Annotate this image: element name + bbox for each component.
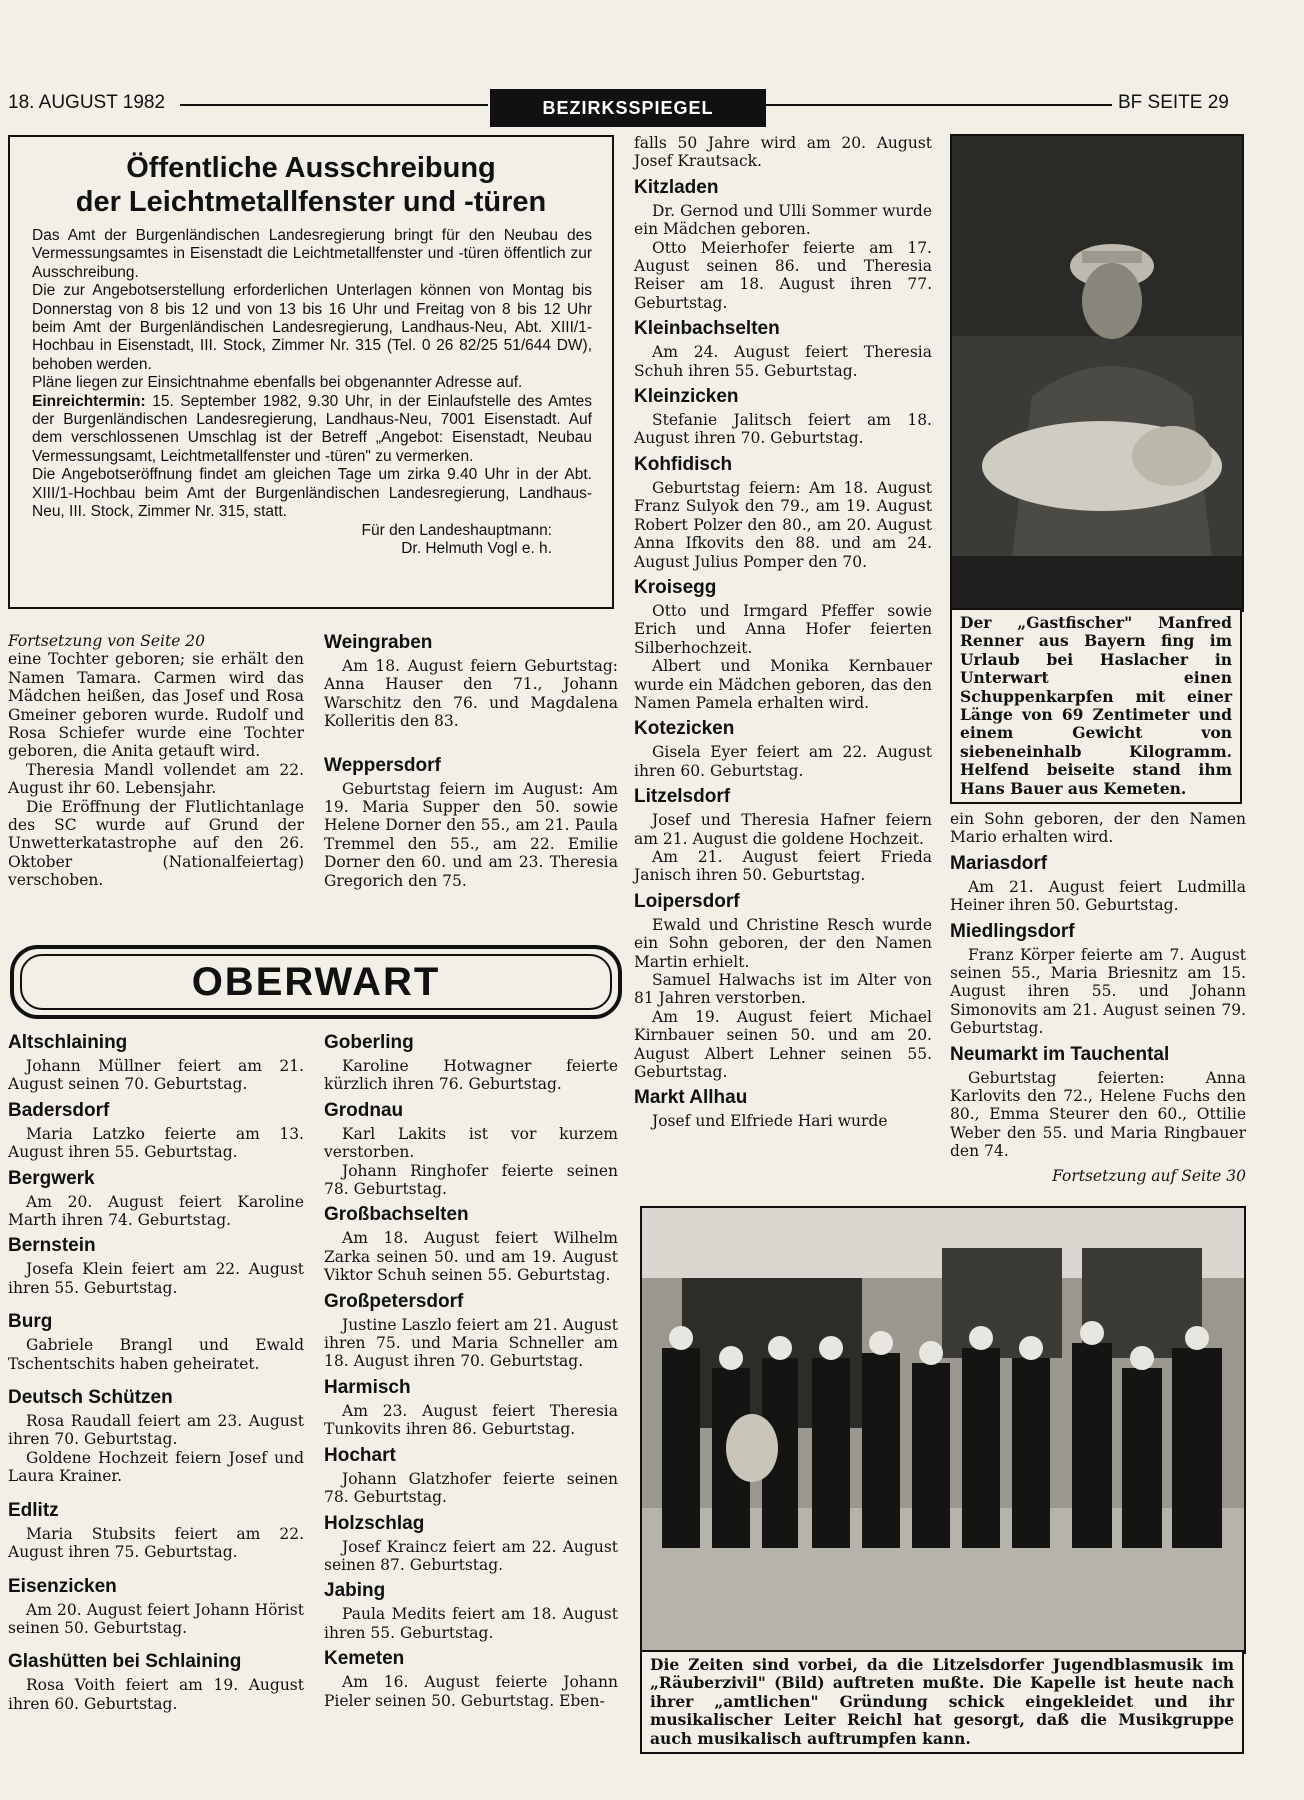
entry	[8, 1032, 304, 1094]
place-heading: Großpetersdorf	[324, 1290, 464, 1312]
place-heading: Grodnau	[324, 1099, 404, 1121]
place-heading: Jabing	[324, 1580, 386, 1602]
text: Maria Latzko feierte am 13. August ihren 55. Geburtstag.	[8, 1124, 304, 1162]
notice-title-1: Öffentliche Ausschreibung	[126, 152, 496, 184]
band-photo	[640, 1206, 1246, 1654]
place-heading: Loipersdorf	[634, 890, 740, 912]
entry	[324, 1648, 618, 1710]
notice-p4: Einreichtermin: 15. September 1982, 9.30 Uhr, in der Einlaufstelle des Amtes der Burgenländischen Landesregierung, Landhaus-Neu, 7001 Eisenstadt. Auf dem verschlossenen Umschlag ist der Betreff „Angebot: Eisenstadt, Neubau Vermessungsamt, Leichtmetallfenster und -türen" zu vermerken.	[32, 392, 592, 465]
place-heading: Badersdorf	[8, 1099, 110, 1121]
text: Gabriele Brangl und Ewald Tschentschits haben geheiratet.	[8, 1336, 304, 1373]
text: Die Eröffnung der Flutlichtanlage des SC wurde auf Grund der Unwetterkatastrophe auf den 26. Oktober (Nationalfeiertag) verschoben.	[8, 797, 304, 890]
continued-on: Fortsetzung auf Seite 30	[1052, 1166, 1246, 1185]
entry	[634, 177, 932, 312]
text: ein Sohn geboren, der den Namen Mario erhalten wird.	[950, 810, 1246, 847]
page-number: BF SEITE 29	[1118, 92, 1229, 113]
place-heading: Edlitz	[8, 1499, 59, 1521]
place-heading: Kleinzicken	[634, 386, 739, 408]
entry	[324, 1377, 618, 1439]
district-title: OBERWART	[20, 954, 612, 1010]
tender-notice	[8, 135, 614, 609]
text: Am 16. August feierte Johann Pieler seinen 50. Geburtstag. Eben-	[324, 1673, 618, 1710]
continued-from: Fortsetzung von Seite 20	[8, 632, 206, 650]
entry	[324, 1580, 618, 1642]
text: Rosa Raudall feiert am 23. August ihren 70. Geburtstag.	[8, 1412, 304, 1449]
entry	[8, 1235, 304, 1297]
entry	[324, 1204, 618, 1284]
column-a	[8, 1026, 304, 1713]
fisherman-caption: Der „Gastfischer" Manfred Renner aus Bayern fing im Urlaub bei Haslacher in Unterwart einen Schuppenkarpfen mit einer Länge von 69 Zentimeter und einem Gewicht von siebeneinhalb Kilogramm. Helfend beiseite stand ihm Hans Bauer aus Kemeten.	[950, 608, 1242, 804]
text: Am 19. August feiert Michael Kirnbauer seinen 50. und am 20. August Albert Lehner seinen 55. Geburtstag.	[634, 1007, 932, 1082]
text: Am 18. August feiert Wilhelm Zarka seinen 50. und am 19. August Viktor Schuh seinen 55. Geburtstag.	[324, 1229, 618, 1285]
text: Otto Meierhofer feierte am 17. August seinen 86. und Theresia Reiser am 18. August ihren 77. Geburtstag.	[634, 238, 932, 312]
place-heading: Mariasdorf	[950, 852, 1048, 874]
text: Maria Stubsits feiert am 22. August ihren 75. Geburtstag.	[8, 1524, 304, 1562]
entry	[8, 1651, 304, 1713]
text: Am 20. August feiert Johann Hörist seinen 50. Geburtstag.	[8, 1600, 304, 1637]
text: Karl Lakits ist vor kurzem verstorben.	[324, 1124, 618, 1162]
entry	[8, 1387, 304, 1486]
column-b-top	[324, 632, 618, 890]
place-heading: Kitzladen	[634, 176, 719, 198]
entry	[8, 1500, 304, 1562]
place-heading: Harmisch	[324, 1376, 411, 1398]
column-b	[324, 1026, 618, 1710]
text: Dr. Gernod und Ulli Sommer wurde ein Mädchen geboren.	[634, 201, 932, 239]
text: Josef und Theresia Hafner feiern am 21. August die goldene Hochzeit.	[634, 811, 932, 848]
text: Johann Glatzhofer feierte seinen 78. Geburtstag.	[324, 1469, 618, 1507]
fisherman-photo	[950, 134, 1244, 612]
place-heading: Kohfidisch	[634, 453, 733, 475]
entry	[634, 454, 932, 571]
notice-sign-2: Dr. Helmuth Vogl e. h.	[401, 539, 552, 557]
text: Am 20. August feiert Karoline Marth ihren 74. Geburtstag.	[8, 1192, 304, 1230]
place-heading: Altschlaining	[8, 1032, 128, 1053]
place-heading: Bernstein	[8, 1235, 96, 1257]
place-heading: Markt Allhau	[634, 1087, 748, 1109]
text: Am 18. August feiern Geburtstag: Anna Hauser den 71., Johann Warschitz den 76. und Magdalena Kolleritis den 83.	[324, 657, 618, 731]
entry	[634, 891, 932, 1082]
text: Albert und Monika Kernbauer wurde ein Mädchen geboren, das den Namen Pamela erhalten wird.	[634, 657, 932, 712]
text: Am 23. August feiert Theresia Tunkovits ihren 86. Geburtstag.	[324, 1401, 618, 1439]
text: Geburtstag feierten: Anna Karlovits den 72., Helene Fuchs den 80., Emma Steurer den 60., Ottilie Weber den 55. und Maria Ringbauer den 74.	[950, 1068, 1246, 1161]
entry	[950, 1044, 1246, 1161]
text: Josef und Elfriede Hari wurde	[652, 1112, 888, 1131]
notice-title-2: der Leichtmetallfenster und -türen	[75, 186, 547, 218]
text: Am 21. August feiert Ludmilla Heiner ihren 50. Geburtstag.	[950, 877, 1246, 915]
place-heading: Bergwerk	[8, 1167, 95, 1189]
issue-date: 18. AUGUST 1982	[8, 92, 166, 113]
place-heading: Goberling	[324, 1032, 414, 1053]
district-banner	[10, 945, 622, 1019]
place-heading: Weingraben	[324, 632, 433, 653]
place-heading: Eisenzicken	[8, 1575, 117, 1597]
text: Samuel Halwachs ist im Alter von 81 Jahren verstorben.	[634, 971, 932, 1008]
text: falls 50 Jahre wird am 20. August Josef Krautsack.	[634, 134, 932, 171]
place-heading: Kotezicken	[634, 718, 735, 740]
text: Johann Ringhofer feierte seinen 78. Geburtstag.	[324, 1161, 618, 1199]
notice-sign-1: Für den Landeshauptmann:	[361, 521, 552, 539]
place-heading: Litzelsdorf	[634, 786, 731, 808]
text: Josefa Klein feiert am 22. August ihren 55. Geburtstag.	[8, 1260, 304, 1297]
place-heading: Neumarkt im Tauchental	[950, 1043, 1170, 1065]
entry	[8, 1100, 304, 1162]
place-heading: Kroisegg	[634, 576, 717, 598]
entry	[8, 1311, 304, 1373]
place-heading: Kemeten	[324, 1648, 405, 1670]
column-c	[634, 134, 932, 1131]
place-heading: Kleinbachselten	[634, 318, 780, 340]
entry	[324, 1032, 618, 1094]
entry	[950, 921, 1246, 1038]
text: Otto und Irmgard Pfeffer sowie Erich und Anna Hofer feierten Silberhochzeit.	[634, 601, 932, 657]
deadline-label: Einreichtermin:	[32, 392, 146, 410]
place-heading: Burg	[8, 1311, 53, 1333]
fisherman-image	[952, 136, 1242, 610]
place-heading: Glashütten bei Schlaining	[8, 1651, 242, 1673]
section-title: BEZIRKSSPIEGEL	[490, 89, 766, 127]
text: Paula Medits feiert am 18. August ihren 55. Geburtstag.	[324, 1605, 618, 1642]
entry	[634, 786, 932, 885]
entry	[634, 318, 932, 380]
text: Johann Müllner feiert am 21. August seinen 70. Geburtstag.	[8, 1057, 304, 1094]
notice-p3: Pläne liegen zur Einsichtnahme ebenfalls bei obgenannter Adresse auf.	[32, 374, 523, 392]
text: Ewald und Christine Resch wurde ein Sohn geboren, der den Namen Martin erhielt.	[634, 915, 932, 971]
place-heading: Miedlingsdorf	[950, 920, 1075, 942]
entry	[324, 1513, 618, 1575]
place-heading: Großbachselten	[324, 1204, 469, 1226]
place-heading: Hochart	[324, 1444, 396, 1466]
notice-p2: Die zur Angebotserstellung erforderlichen Unterlagen können von Montag bis Donnerstag von 8 bis 12 und von 13 bis 16 Uhr und Freitag von 8 bis 12 Uhr beim Amt der Burgenländischen Landesregierung, Landhaus-Neu, Abt. XIII/1-Hochbau in Eisenstadt, III. Stock, Zimmer Nr. 315 (Tel. 0 26 82/25 51/644 DW), behoben werden.	[32, 282, 592, 373]
header-rule-right	[766, 104, 1112, 106]
text: Gisela Eyer feiert am 22. August ihren 60. Geburtstag.	[634, 743, 932, 780]
entry	[324, 1445, 618, 1507]
text: Justine Laszlo feiert am 21. August ihren 75. und Maria Schneller am 18. August ihren 70. Geburtstag.	[324, 1315, 618, 1371]
text: Franz Körper feierte am 7. August seinen 55., Maria Briesnitz am 15. August ihren 55. und Johann Simonovits am 21. August seinen 79. Geburtstag.	[950, 945, 1246, 1038]
place-heading: Weppersdorf	[324, 754, 441, 776]
band-caption: Die Zeiten sind vorbei, da die Litzelsdorfer Jugendblasmusik im „Räuberzivil" (Bild) auftreten mußte. Die Kapelle ist heute nach ihrer „amtlichen" Gründung schick eingekleidet und ihr musikalischer Leiter Reichl hat gesorgt, daß die Musikgruppe auch musikalisch auftrumpfen kann.	[640, 1650, 1244, 1754]
text: Am 21. August feiert Frieda Janisch ihren 50. Geburtstag.	[634, 847, 932, 885]
place-heading: Deutsch Schützen	[8, 1387, 173, 1409]
entry	[324, 1291, 618, 1371]
text: Rosa Voith feiert am 19. August ihren 60. Geburtstag.	[8, 1676, 304, 1713]
entry	[634, 1087, 932, 1130]
entry	[634, 718, 932, 780]
text: Karoline Hotwagner feierte kürzlich ihren 76. Geburtstag.	[324, 1057, 618, 1094]
text: Josef Kraincz feiert am 22. August seinen 87. Geburtstag.	[324, 1537, 618, 1574]
notice-p1: Das Amt der Burgenländischen Landesregierung bringt für den Neubau des Vermessungsamtes in Eisenstadt die Leichtmetallfenster und -türen öffentlich zur Ausschreibung.	[32, 227, 592, 281]
text: Goldene Hochzeit feiern Josef und Laura Krainer.	[8, 1448, 304, 1486]
text: Stefanie Jalitsch feiert am 18. August ihren 70. Geburtstag.	[634, 411, 932, 448]
text: Geburtstag feiern im August: Am 19. Maria Supper den 50. sowie Helene Dorner den 55., am 21. Paula Tremmel den 55., am 22. Emilie Dorner den 60. und am 23. Theresia Gregorich den 75.	[324, 779, 618, 890]
header-rule-left	[180, 104, 488, 106]
entry	[324, 1100, 618, 1199]
entry	[950, 853, 1246, 915]
entry	[8, 1576, 304, 1638]
column-d	[950, 810, 1246, 1185]
entry	[8, 1168, 304, 1230]
notice-p5: Die Angebotseröffnung findet am gleichen Tage um zirka 9.40 Uhr in der Abt. XIII/1-Hochbau beim Amt der Burgenländischen Landesregierung, Landhaus-Neu, III. Stock, Zimmer Nr. 315, statt.	[32, 466, 592, 521]
text: Am 24. August feiert Theresia Schuh ihren 55. Geburtstag.	[634, 343, 932, 380]
band-image	[642, 1208, 1244, 1652]
text: eine Tochter geboren; sie erhält den Namen Tamara. Carmen wird das Mädchen heißen, das Josef und Rosa Gmeiner geboren wurde. Rudolf und Rosa Schiefer wurde eine Tochter geboren, die Anita getauft wird.	[8, 650, 304, 761]
entry	[634, 577, 932, 712]
text: Geburtstag feiern: Am 18. August Franz Sulyok den 79., am 19. August Robert Polzer den 80., am 20. August Anna Ifkovits den 88. und am 24. August Julius Pomper den 70.	[634, 478, 932, 571]
entry	[634, 386, 932, 448]
text: Theresia Mandl vollendet am 22. August ihr 60. Lebensjahr.	[8, 760, 304, 798]
column-a-top	[8, 632, 304, 890]
place-heading: Holzschlag	[324, 1512, 425, 1534]
